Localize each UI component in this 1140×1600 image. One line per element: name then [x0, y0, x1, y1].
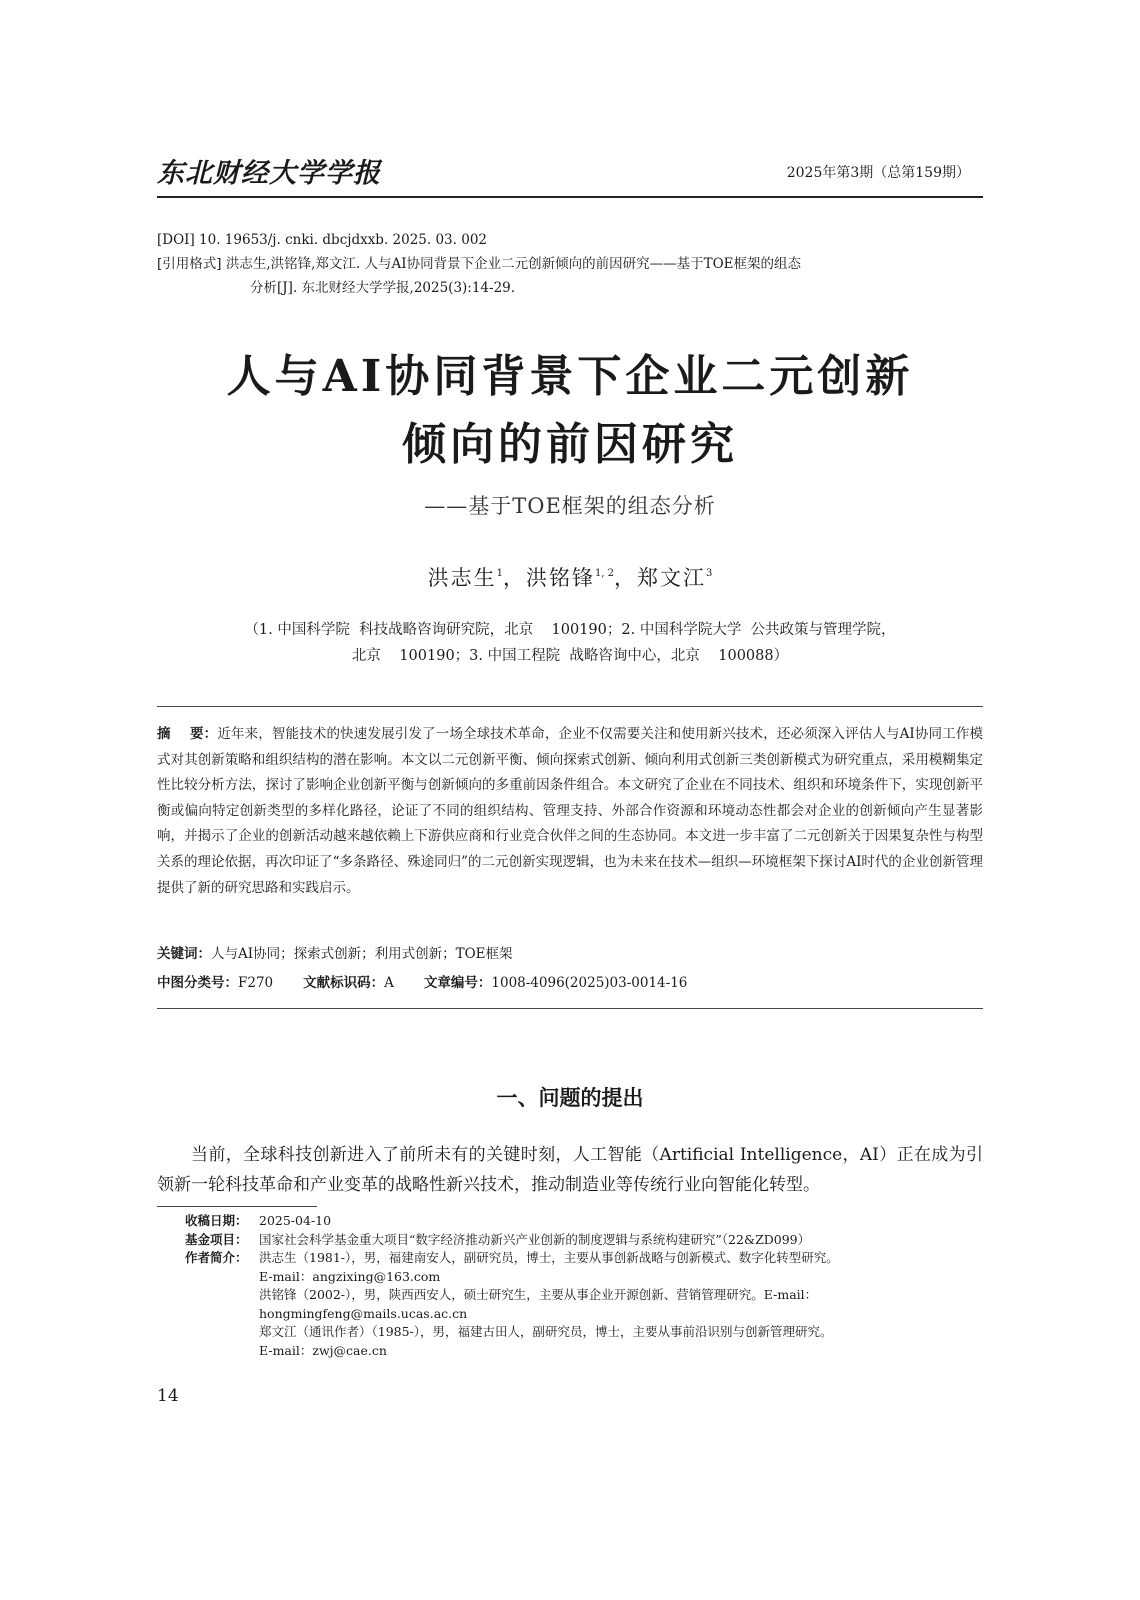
- abstract-label: 摘 要：: [157, 726, 218, 742]
- abstract: [157, 722, 983, 901]
- doi[interactable]: [DOI] 10. 19653/j. cnki. dbcjdxxb. 2025. 03. 002: [157, 232, 487, 248]
- affiliation-line-1: （1. 中国科学院 科技战略咨询研究院，北京 100190；2. 中国科学院大学 公共政策与管理学院，: [244, 622, 896, 638]
- footnote-rule: [157, 1206, 317, 1207]
- bio-3-email[interactable]: E-mail：zwj@cae.cn: [259, 1342, 387, 1358]
- author-list: [0, 562, 1140, 592]
- authors-bio: [259, 1249, 975, 1360]
- author-1: 洪志生: [427, 566, 497, 590]
- doc-code-label: 文献标识码：: [303, 975, 385, 991]
- footnote-authors: [185, 1249, 975, 1360]
- abstract-text: 近年来，智能技术的快速发展引发了一场全球技术革命，企业不仅需要关注和使用新兴技术，还必须深入评估人与AI协同工作模式对其创新策略和组织结构的潜在影响。本文以二元创新平衡、倾向探索式创新、倾向利用式创新三类创新模式为研究重点，采用模糊集定性比较分析方法，探讨了影响企业创新平衡与创新倾向的多重前因条件组合。本文研究了企业在不同技术、组织和环境条件下，实现创新平衡或偏向特定创新类型的多样化路径，论证了不同的组织结构、管理支持、外部合作资源和环境动态性都会对企业的创新倾向产生显著影响，并揭示了企业的创新活动越来越依赖上下游供应商和行业竞合伙伴之间的生态协同。本文进一步丰富了二元创新关于因果复杂性与构型关系的理论依据，再次印证了“多条路径、殊途同归”的二元创新实现逻辑，也为未来在技术—组织—环境框架下探讨AI时代的企业创新管理提供了新的研究思路和实践启示。: [157, 726, 983, 896]
- citation-label: [引用格式]: [157, 256, 222, 272]
- body-text: [157, 1140, 983, 1200]
- journal-logo: 东北财经大学学报: [157, 158, 381, 189]
- received-value: 2025-04-10: [259, 1213, 332, 1228]
- doc-code-value: A: [384, 975, 394, 991]
- author-2-affil: 1, 2: [594, 568, 615, 579]
- keywords-text: 人与AI协同；探索式创新；利用式创新；TOE框架: [211, 946, 513, 962]
- author-sep: ，: [502, 566, 526, 590]
- keywords-label: 关键词：: [157, 946, 211, 962]
- issue-info: 2025年第3期（总第159期）: [786, 165, 970, 181]
- article-no-value: 1008-4096(2025)03-0014-16: [491, 975, 688, 991]
- bio-3: 郑文江（通讯作者）（1985-），男，福建古田人，副研究员，博士，主要从事前沿识别与创新管理研究。: [259, 1324, 833, 1339]
- citation-line-2: 分析[J]. 东北财经大学学报,2025(3):14-29.: [250, 280, 516, 296]
- bio-1: 洪志生（1981-），男，福建南安人，副研究员，博士，主要从事创新战略与创新模式、数字化转型研究。: [259, 1250, 839, 1265]
- keywords: [157, 942, 513, 962]
- article-no-label: 文章编号：: [423, 975, 492, 991]
- title-line-1: 人与AI协同背景下企业二元创新: [226, 351, 914, 402]
- footnote-received: [185, 1212, 975, 1231]
- title-line-2: 倾向的前因研究: [402, 419, 738, 470]
- section-heading: 一、问题的提出: [496, 1086, 644, 1110]
- author-2: 洪铭锋: [525, 566, 595, 590]
- classification-row: [157, 971, 687, 991]
- header-rule: [157, 196, 983, 198]
- bio-2: 洪铭锋（2002-），男，陕西西安人，硕士研究生，主要从事企业开源创新、营销管理研究。E-mail：: [259, 1287, 818, 1302]
- citation-line-1: 洪志生,洪铭锋,郑文江. 人与AI协同背景下企业二元创新倾向的前因研究——基于TOE框架的组态: [225, 256, 802, 272]
- footnotes: [185, 1212, 975, 1360]
- body-paragraph: 当前，全球科技创新进入了前所未有的关键时刻，人工智能（Artificial Intelligence，AI）正在成为引领新一轮科技革命和产业变革的战略性新兴技术，推动制造业等传统行业向智能化转型。: [157, 1145, 983, 1195]
- affiliation-line-2: 北京 100190；3. 中国工程院 战略咨询中心，北京 100088）: [351, 648, 789, 664]
- received-label: 收稿日期：: [185, 1213, 248, 1228]
- abstract-bottom-rule: [157, 1008, 983, 1009]
- bio-1-email[interactable]: E-mail：angzixing@163.com: [259, 1268, 441, 1284]
- clc-label: 中图分类号：: [157, 975, 238, 991]
- citation-format: [157, 252, 983, 300]
- author-sep: ，: [614, 566, 638, 590]
- subtitle: ——基于TOE框架的组态分析: [424, 494, 716, 518]
- authors-bio-label: 作者简介：: [185, 1250, 248, 1265]
- author-3-affil: 3: [706, 568, 713, 579]
- fund-label: 基金项目：: [185, 1231, 248, 1247]
- bio-2-email[interactable]: hongmingfeng@mails.ucas.ac.cn: [259, 1305, 468, 1321]
- author-1-affil: 1: [496, 568, 503, 579]
- clc-value: F270: [238, 975, 274, 991]
- page-number: 14: [157, 1386, 179, 1406]
- abstract-top-rule: [157, 706, 983, 707]
- footnote-fund: [185, 1231, 975, 1250]
- author-3: 郑文江: [637, 566, 707, 590]
- fund-value: 国家社会科学基金重大项目“数字经济推动新兴产业创新的制度逻辑与系统构建研究”（22&ZD099）: [259, 1231, 811, 1247]
